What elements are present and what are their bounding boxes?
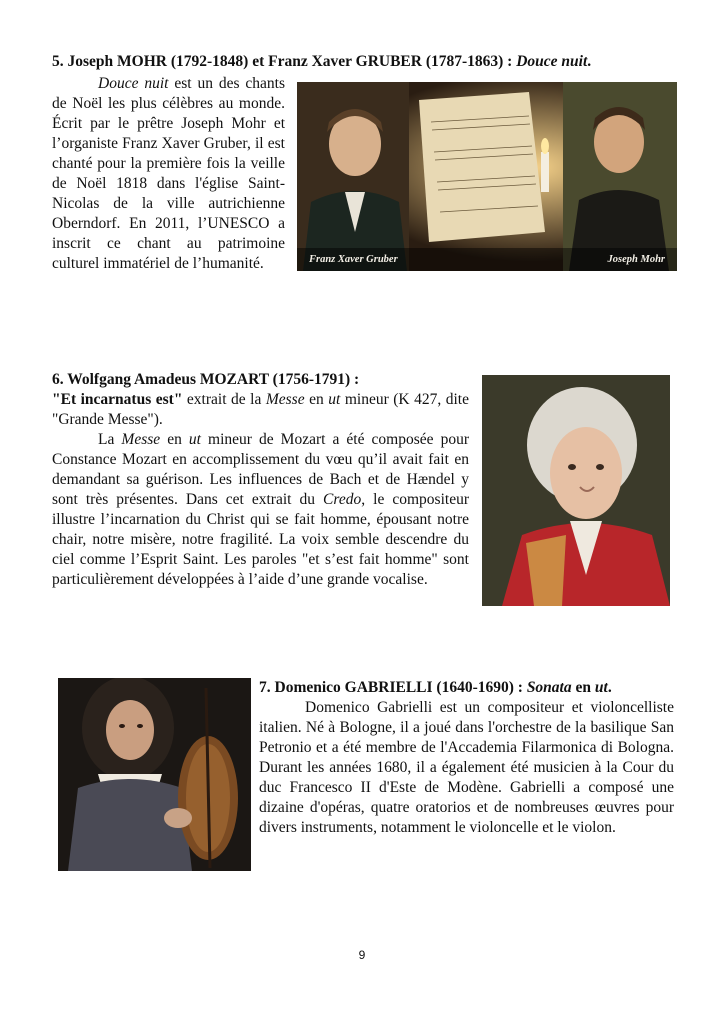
section-title: 7. Domenico GABRIELLI (1640-1690) : Sonata en ut. <box>259 679 612 696</box>
page-number: 9 <box>358 948 366 962</box>
section-body: Domenico Gabrielli est un compositeur et violoncelliste italien. Né à Bologne, il a joué dans l'orchestre de la basilique San Petronio et a été membre de l'Accademia Filarmonica di Bologna. Durant les années 1680, il a également été musicien à la Cour du duc Francesco II d'Este de Modène. Gabrielli a composé une dizaine d'opéras, quatre oratorios et de nombreuses œuvres pour divers instruments, notamment le violoncelle et le violon. <box>259 699 674 836</box>
section-title: 5. Joseph MOHR (1792-1848) et Franz Xaver GRUBER (1787-1863) : Douce nuit. <box>52 53 592 70</box>
section-subtitle: "Et incarnatus est" extrait de la Messe en ut mineur (K 427, dite "Grande Messe"). <box>52 391 469 428</box>
section-body: La Messe en ut mineur de Mozart a été composée pour Constance Mozart en accomplissement du vœu qu’il avait fait en demandant sa guérison. Les influences de Bach et de Hændel y sont très présentes. Dans cet extrait du Credo, le compositeur illustre l’incarnation du Christ qui se fait homme, épousant notre chair, notre misère, notre fragilité. La voix semble descendre du ciel comme l’Esprit Saint. Les paroles "et s’est fait homme" sont particulièrement développées à l’aide d’une grande vocalise. <box>52 431 469 588</box>
gruber-mohr-illustration <box>297 82 677 271</box>
section-mohr-gruber <box>52 52 677 272</box>
mozart-illustration <box>482 375 670 606</box>
caption-gruber: Franz Xaver Gruber <box>309 254 398 265</box>
gabrielli-portrait <box>58 678 251 871</box>
caption-mohr: Joseph Mohr <box>607 254 665 265</box>
section-body: Douce nuit est un des chants de Noël les plus célèbres au monde. Écrit par le prêtre Joseph Mohr et l’organiste Franz Xaver Gruber, il est chanté pour la première fois la veille de Noël 1818 dans l'église Saint-Nicolas de la ville autrichienne Oberndorf. En 2011, l’UNESCO a inscrit ce chant au patrimoine culturel immatériel de l’humanité. <box>52 75 285 272</box>
mozart-portrait <box>482 375 670 606</box>
gruber-mohr-image <box>297 82 677 271</box>
section-title: 6. Wolfgang Amadeus MOZART (1756-1791) : <box>52 371 360 388</box>
gabrielli-illustration <box>58 678 251 871</box>
